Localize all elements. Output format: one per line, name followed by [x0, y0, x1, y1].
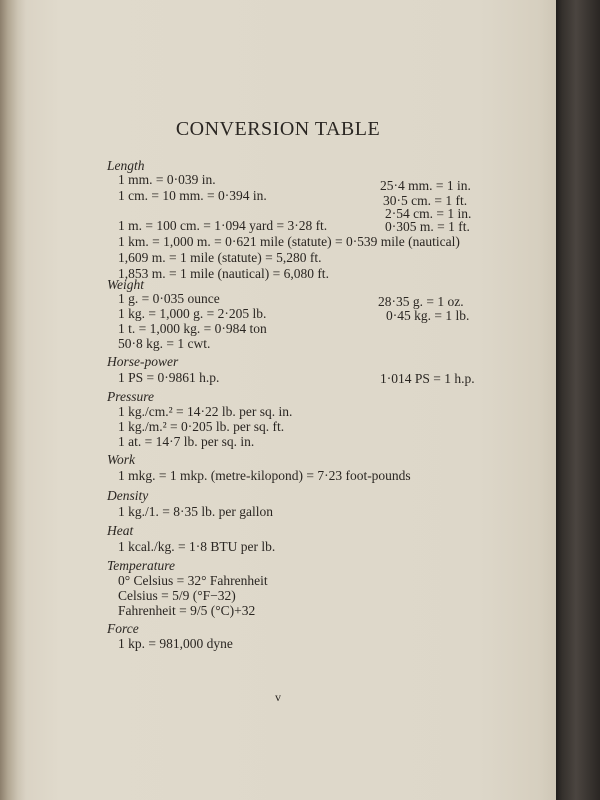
weight-line: 1 kg. = 1,000 g. = 2·205 lb.: [118, 306, 267, 321]
length-line: 1,853 m. = 1 mile (nautical) = 6,080 ft.: [118, 266, 329, 281]
section-heading-work: Work: [107, 452, 136, 467]
temperature-line: 0° Celsius = 32° Fahrenheit: [118, 573, 268, 588]
length-line: 1 cm. = 10 mm. = 0·394 in.: [118, 188, 267, 203]
book-cover-edge: [556, 0, 600, 800]
section-heading-weight: Weight: [107, 277, 144, 292]
weight-reverse-line: 0·45 kg. = 1 lb.: [386, 308, 470, 323]
length-line: 1,609 m. = 1 mile (statute) = 5,280 ft.: [118, 250, 322, 265]
force-line: 1 kp. = 981,000 dyne: [118, 636, 233, 651]
weight-line: 1 t. = 1,000 kg. = 0·984 ton: [118, 321, 267, 336]
weight-line: 50·8 kg. = 1 cwt.: [118, 336, 211, 351]
length-reverse-line: 2·54 cm. = 1 in.: [385, 206, 472, 221]
section-heading-force: Force: [107, 621, 139, 636]
horsepower-line: 1 PS = 0·9861 h.p.: [118, 370, 220, 385]
length-line: 1 km. = 1,000 m. = 0·621 mile (statute) = 0·539 mile (nautical): [118, 234, 460, 249]
density-line: 1 kg./1. = 8·35 lb. per gallon: [118, 504, 273, 519]
pressure-line: 1 at. = 14·7 lb. per sq. in.: [118, 434, 255, 449]
pressure-line: 1 kg./m.² = 0·205 lb. per sq. ft.: [118, 419, 285, 434]
weight-reverse-line: 28·35 g. = 1 oz.: [378, 294, 464, 309]
page-number: v: [275, 690, 281, 704]
heat-line: 1 kcal./kg. = 1·8 BTU per lb.: [118, 539, 276, 554]
temperature-line: Celsius = 5/9 (°F−32): [118, 588, 236, 603]
work-line: 1 mkg. = 1 mkp. (metre-kilopond) = 7·23 foot-pounds: [118, 468, 411, 483]
length-reverse-line: 30·5 cm. = 1 ft.: [383, 193, 468, 208]
length-reverse-line: 0·305 m. = 1 ft.: [385, 219, 470, 234]
weight-line: 1 g. = 0·035 ounce: [118, 291, 220, 306]
page-title: CONVERSION TABLE: [175, 118, 381, 140]
horsepower-reverse-line: 1·014 PS = 1 h.p.: [380, 371, 475, 386]
length-line: 1 m. = 100 cm. = 1·094 yard = 3·28 ft.: [118, 218, 328, 233]
section-heading-heat: Heat: [107, 523, 134, 538]
section-heading-pressure: Pressure: [107, 389, 154, 404]
length-line: 1 mm. = 0·039 in.: [118, 172, 216, 187]
section-heading-temperature: Temperature: [107, 558, 176, 573]
section-heading-density: Density: [107, 488, 149, 503]
length-reverse-line: 25·4 mm. = 1 in.: [380, 178, 471, 193]
pressure-line: 1 kg./cm.² = 14·22 lb. per sq. in.: [118, 404, 293, 419]
temperature-line: Fahrenheit = 9/5 (°C)+32: [118, 603, 256, 618]
section-heading-horsepower: Horse-power: [107, 354, 179, 369]
section-heading-length: Length: [107, 158, 145, 173]
